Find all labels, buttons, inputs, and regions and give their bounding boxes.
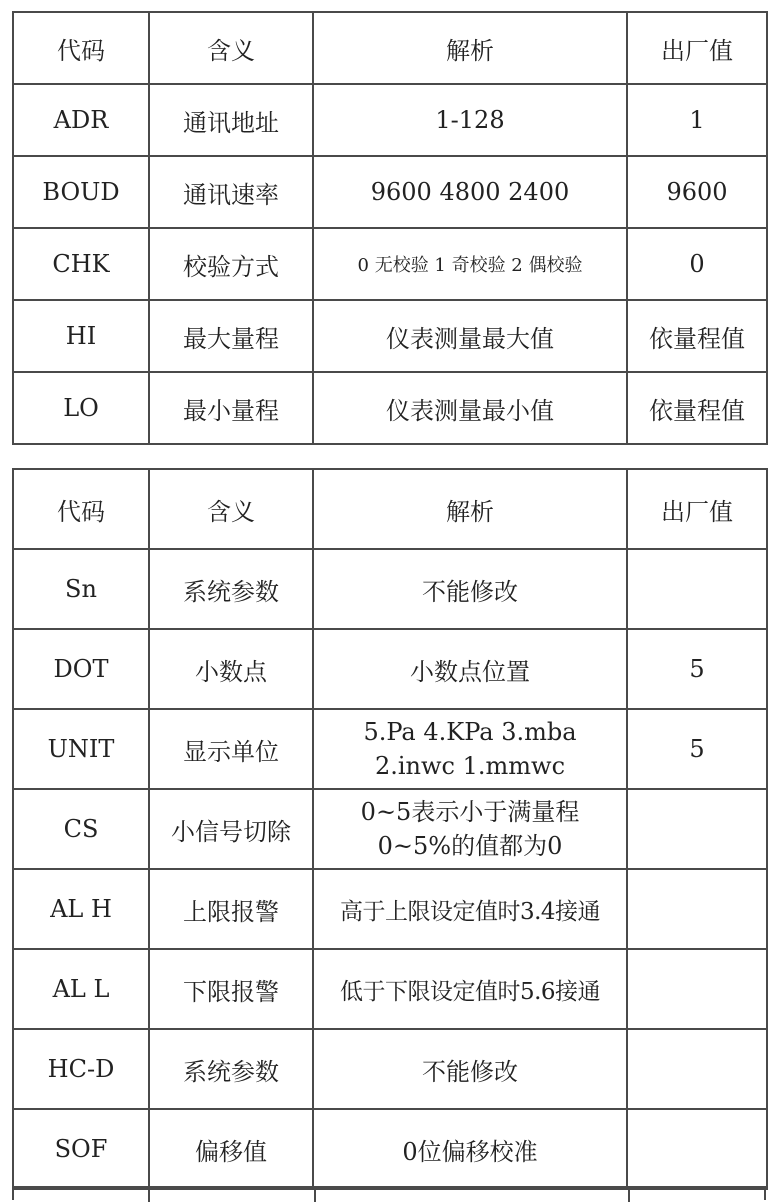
cell-default: 9600 [627, 156, 767, 228]
cell-default [627, 1029, 767, 1109]
cell-default: 5 [627, 629, 767, 709]
cell-description-line: 2.inwc 1.mmwc [374, 752, 566, 780]
cell-code: CS [13, 789, 149, 869]
header-code: 代码 [13, 469, 149, 549]
cell-default: 5 [627, 709, 767, 789]
table-row [13, 1029, 767, 1109]
cell-meaning: 小数点 [149, 629, 313, 709]
cell-default [627, 549, 767, 629]
cell-meaning: 通讯速率 [149, 156, 313, 228]
table-row [13, 1109, 767, 1189]
table-header-row [13, 12, 767, 84]
cell-default [627, 1109, 767, 1189]
table-row [13, 84, 767, 156]
next-table-edge [12, 1186, 766, 1200]
header-default: 出厂值 [627, 469, 767, 549]
cell-code: ADR [13, 84, 149, 156]
table-header-row [13, 469, 767, 549]
cell-description: 仪表测量最大值 [313, 300, 627, 372]
cell-code: HC-D [13, 1029, 149, 1109]
cell-description: 低于下限设定值时5.6接通 [313, 949, 627, 1029]
cell-code: SOF [13, 1109, 149, 1189]
cell-meaning: 显示单位 [149, 709, 313, 789]
cell-code: CHK [13, 228, 149, 300]
cell-default [627, 949, 767, 1029]
header-default: 出厂值 [627, 12, 767, 84]
cell-code: AL H [13, 869, 149, 949]
cell-description: 小数点位置 [313, 629, 627, 709]
cell-description [313, 709, 627, 789]
cell-code: LO [13, 372, 149, 444]
table-row [13, 629, 767, 709]
cell-meaning: 小信号切除 [149, 789, 313, 869]
cell-meaning: 系统参数 [149, 549, 313, 629]
cell-meaning: 偏移值 [149, 1109, 313, 1189]
parameter-table-communication [12, 11, 768, 445]
cell-description: 9600 4800 2400 [313, 156, 627, 228]
table-row [13, 549, 767, 629]
cell-description-line: 0~5%的值都为0 [377, 832, 563, 860]
header-description: 解析 [313, 12, 627, 84]
cell-default: 依量程值 [627, 372, 767, 444]
table-row [13, 372, 767, 444]
cell-description: 仪表测量最小值 [313, 372, 627, 444]
cell-description: 不能修改 [313, 549, 627, 629]
header-meaning: 含义 [149, 469, 313, 549]
cell-description: 0位偏移校准 [313, 1109, 627, 1189]
table-row [13, 156, 767, 228]
cell-meaning: 系统参数 [149, 1029, 313, 1109]
table-row [13, 789, 767, 869]
cell-meaning: 最大量程 [149, 300, 313, 372]
header-code: 代码 [13, 12, 149, 84]
cell-default: 1 [627, 84, 767, 156]
header-description: 解析 [313, 469, 627, 549]
table-row [13, 949, 767, 1029]
parameter-table-display [12, 468, 768, 1190]
cell-description: 0 无校验 1 奇校验 2 偶校验 [313, 228, 627, 300]
cell-code: AL L [13, 949, 149, 1029]
table-row [13, 228, 767, 300]
cell-description: 1-128 [313, 84, 627, 156]
cell-description-line: 5.Pa 4.KPa 3.mba [363, 718, 577, 746]
table-row [13, 869, 767, 949]
cell-meaning: 最小量程 [149, 372, 313, 444]
header-meaning: 含义 [149, 12, 313, 84]
cell-code: BOUD [13, 156, 149, 228]
table-row [13, 300, 767, 372]
cell-code: UNIT [13, 709, 149, 789]
cell-meaning: 通讯地址 [149, 84, 313, 156]
cell-description [313, 789, 627, 869]
cell-meaning: 下限报警 [149, 949, 313, 1029]
cell-description: 不能修改 [313, 1029, 627, 1109]
cell-meaning: 上限报警 [149, 869, 313, 949]
cell-description: 高于上限设定值时3.4接通 [313, 869, 627, 949]
cell-default [627, 869, 767, 949]
cell-code: DOT [13, 629, 149, 709]
cell-default [627, 789, 767, 869]
cell-default: 依量程值 [627, 300, 767, 372]
table-row [13, 709, 767, 789]
cell-code: HI [13, 300, 149, 372]
cell-meaning: 校验方式 [149, 228, 313, 300]
cell-default: 0 [627, 228, 767, 300]
cell-code: Sn [13, 549, 149, 629]
cell-description-line: 0~5表示小于满量程 [360, 798, 580, 826]
